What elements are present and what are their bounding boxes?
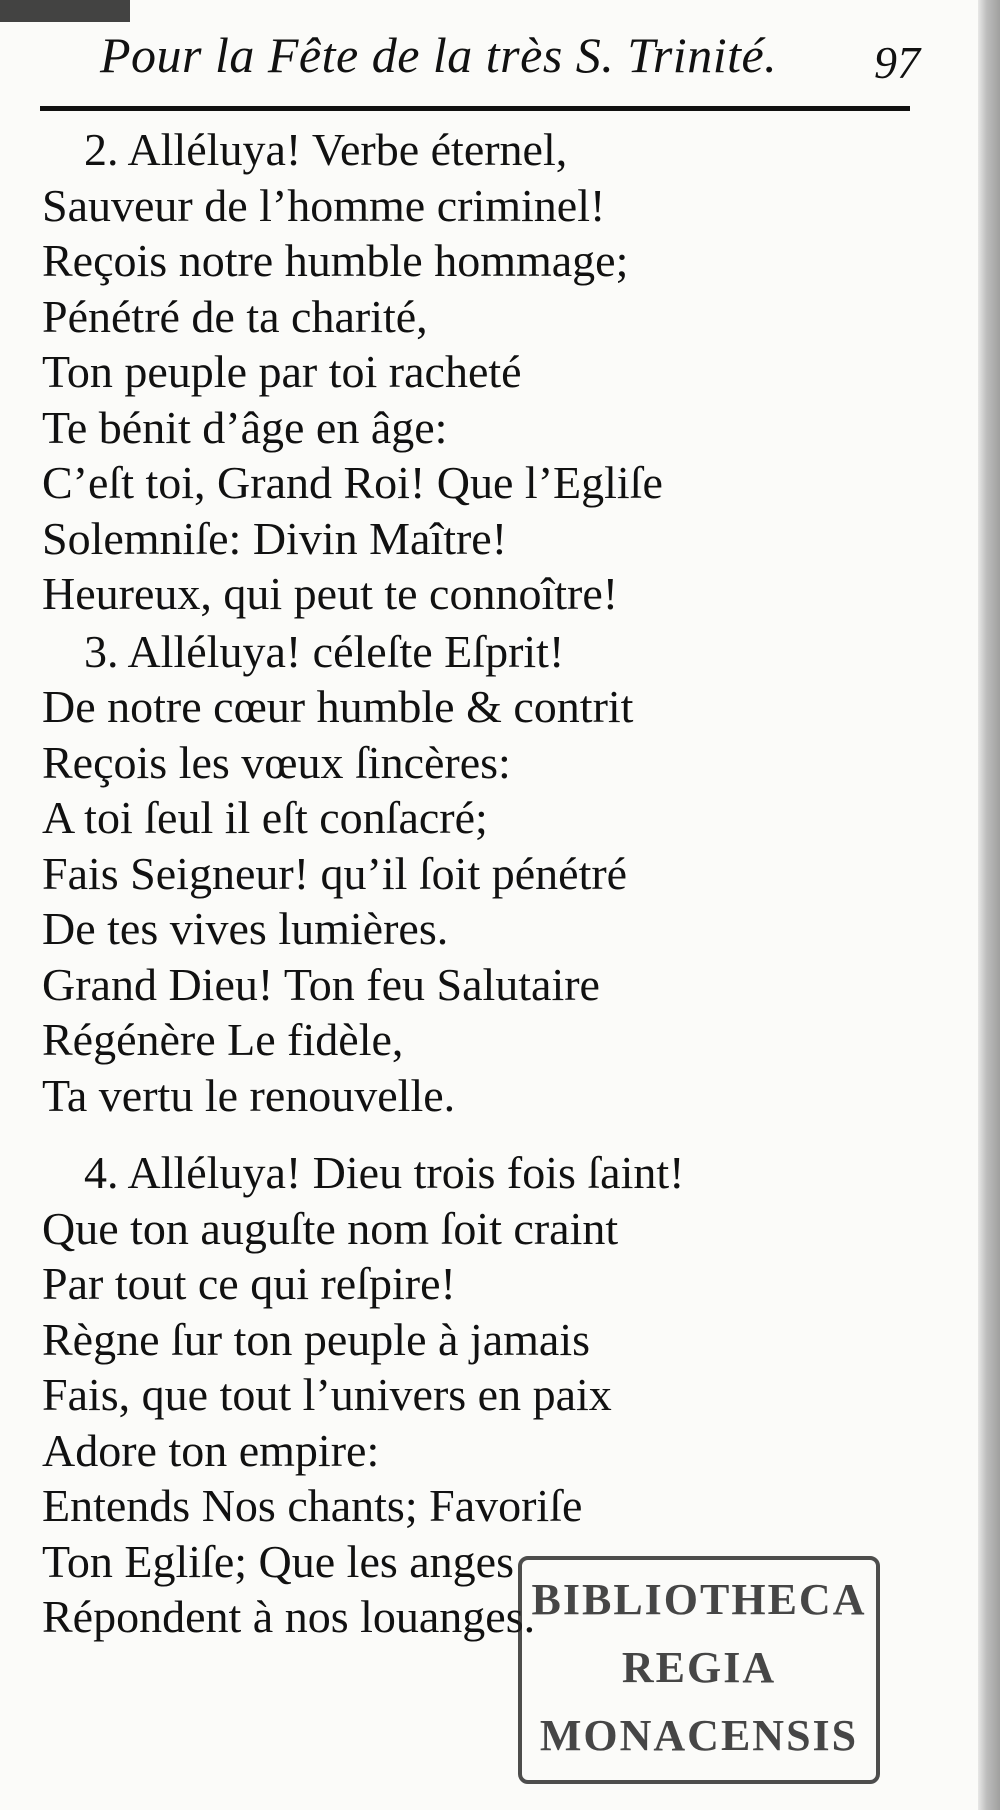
header-rule [40,106,910,111]
running-header [90,18,920,88]
verse-line: Adore ton empire: [42,1424,380,1476]
verse-line: Ta vertu le renouvelle. [42,1069,456,1121]
verse-line: Fais, que tout l’univers en paix [42,1369,612,1420]
stamp-line: BIBLIOTHECA [531,1575,867,1624]
verse-line: 2. Alléluya! Verbe éternel, [84,124,568,175]
verse-line: De notre cœur humble & contrit [42,681,634,732]
stamp-line: REGIA [621,1643,777,1692]
verse-line: Sauveur de l’homme criminel! [42,179,606,231]
library-stamp [518,1556,880,1784]
verse-line: Heureux, qui peut te connoître! [42,568,619,619]
page-number: 97 [874,37,920,88]
verse-line: Régénère Le fidèle, [42,1014,404,1065]
stanza-3 [42,624,922,1124]
verse-line: 4. Alléluya! Dieu trois fois ſaint! [84,1147,685,1198]
verse-line: Que ton auguſte nom ſoit craint [42,1202,619,1254]
verse-line: Entends Nos chants; Favoriſe [42,1480,583,1531]
verse-line: Ton peuple par toi racheté [42,346,522,397]
stanza-2 [42,122,922,622]
verse-line: Ton Egliſe; Que les anges [42,1535,514,1587]
page-edge-shadow-right [978,0,1000,1810]
verse-line: Te bénit d’âge en âge: [42,401,448,453]
verse-line: Grand Dieu! Ton feu Salutaire [42,958,600,1010]
verse-line: Reçois notre humble hommage; [42,235,629,286]
verse-line: De tes vives lumières. [42,903,449,954]
verse-line: A toi ſeul il eſt conſacré; [42,792,488,843]
verse-line: Règne ſur ton peuple à jamais [42,1313,591,1365]
hymn-text [42,122,922,1645]
verse-line: C’eſt toi, Grand Roi! Que l’Egliſe [42,457,663,508]
verse-line: Reçois les vœux ſincères: [42,736,511,788]
verse-line: Fais Seigneur! qu’il ſoit pénétré [42,847,628,899]
verse-line: 3. Alléluya! céleſte Eſprit! [84,625,565,677]
running-title: Pour la Fête de la très S. Trinité. [100,27,778,83]
verse-line: Répondent à nos louanges. [42,1591,536,1642]
verse-line: Solemniſe: Divin Maître! [42,512,508,564]
verse-line: Pénétré de ta charité, [42,290,428,342]
stamp-line: MONACENSIS [539,1711,859,1760]
verse-line: Par tout ce qui reſpire! [42,1258,456,1309]
